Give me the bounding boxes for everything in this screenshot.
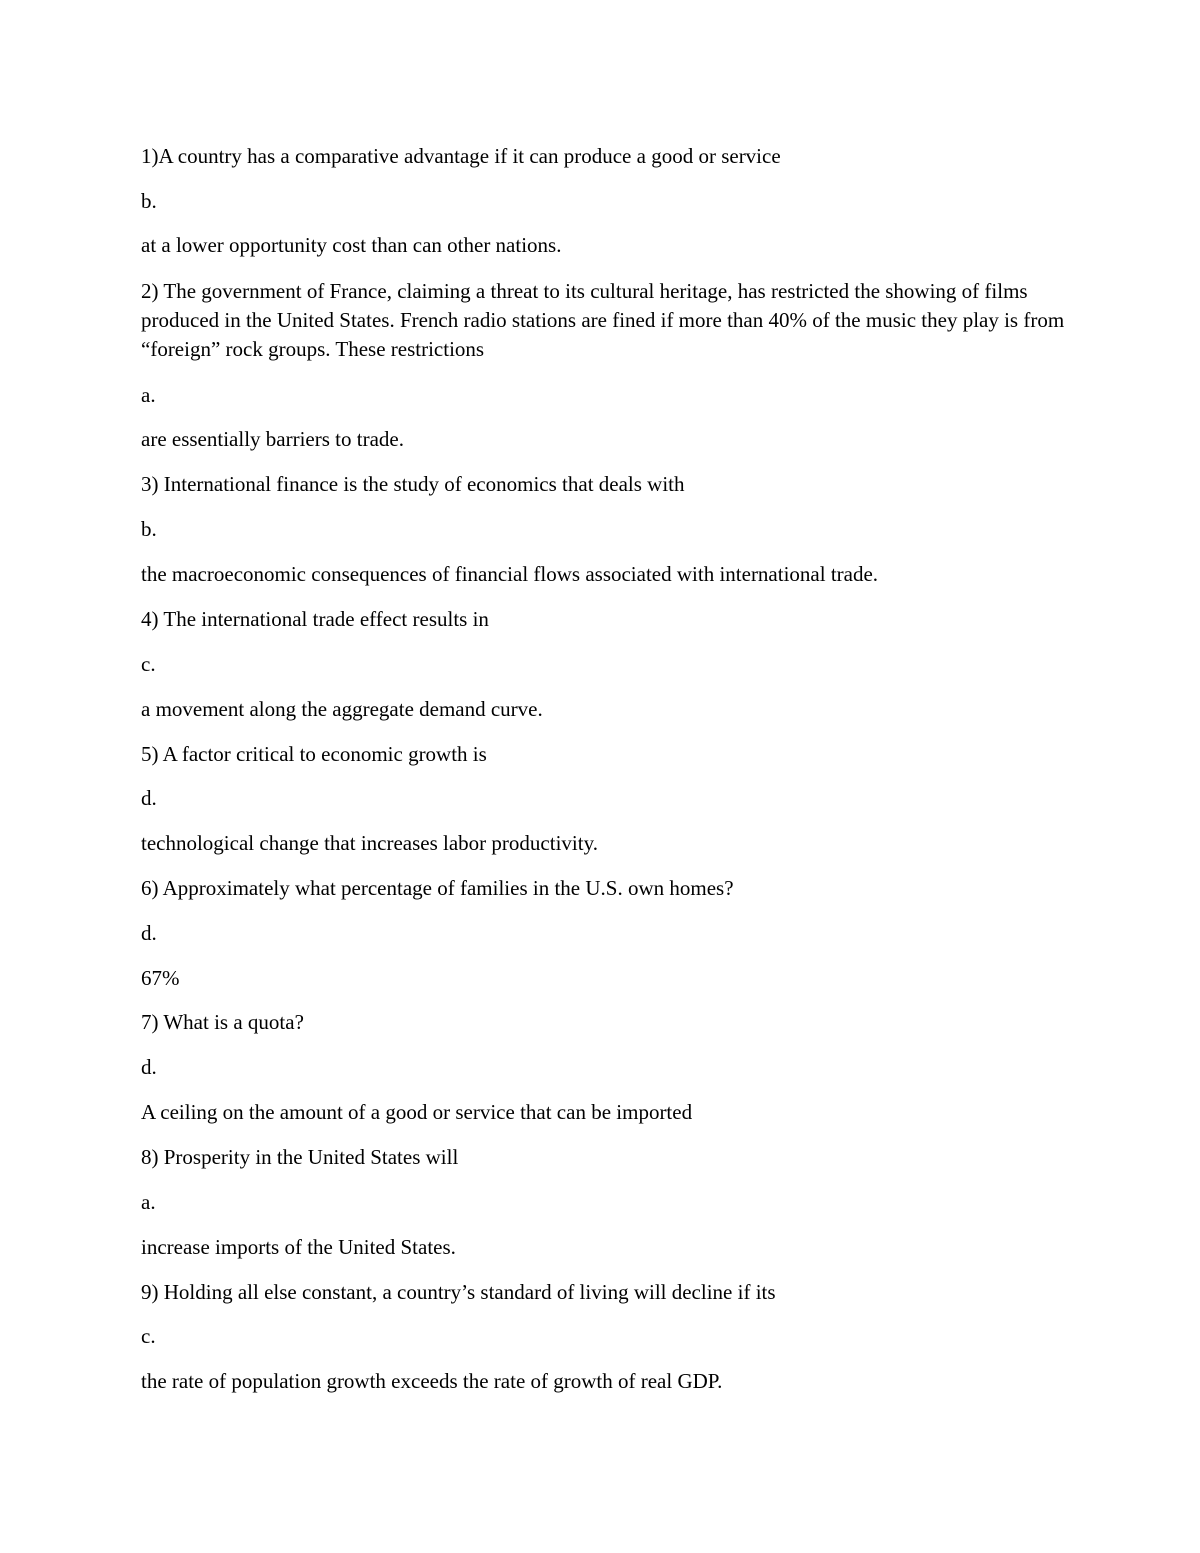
answer-9: the rate of population growth exceeds the rate of growth of real GDP.	[141, 1369, 723, 1393]
choice-3: b.	[141, 517, 157, 541]
choice-8: a.	[141, 1190, 156, 1214]
question-5: 5) A factor critical to economic growth is	[141, 742, 487, 766]
question-3: 3) International finance is the study of economics that deals with	[141, 472, 685, 496]
question-1: 1)A country has a comparative advantage if it can produce a good or service	[141, 144, 781, 168]
question-4: 4) The international trade effect results in	[141, 607, 489, 631]
question-2: 2) The government of France, claiming a threat to its cultural heritage, has restricted the showing of films produced in the United States. French radio stations are fined if more than 40% of the music they play is from “foreign” rock groups. These restrictions	[141, 279, 1065, 361]
answer-6: 67%	[141, 966, 180, 990]
answer-2: are essentially barriers to trade.	[141, 427, 404, 451]
question-8: 8) Prosperity in the United States will	[141, 1145, 459, 1169]
choice-6: d.	[141, 921, 157, 945]
answer-8: increase imports of the United States.	[141, 1235, 456, 1259]
answer-5: technological change that increases labor productivity.	[141, 831, 598, 855]
question-9: 9) Holding all else constant, a country’s standard of living will decline if its	[141, 1280, 776, 1304]
choice-9: c.	[141, 1324, 156, 1348]
choice-7: d.	[141, 1055, 157, 1079]
question-6: 6) Approximately what percentage of families in the U.S. own homes?	[141, 876, 734, 900]
choice-5: d.	[141, 786, 157, 810]
choice-1: b.	[141, 189, 157, 213]
question-7: 7) What is a quota?	[141, 1010, 304, 1034]
answer-4: a movement along the aggregate demand curve.	[141, 697, 543, 721]
answer-7: A ceiling on the amount of a good or service that can be imported	[141, 1100, 693, 1124]
choice-4: c.	[141, 652, 156, 676]
choice-2: a.	[141, 383, 156, 407]
answer-3: the macroeconomic consequences of financial flows associated with international trade.	[141, 562, 879, 586]
answer-1: at a lower opportunity cost than can other nations.	[141, 233, 562, 257]
